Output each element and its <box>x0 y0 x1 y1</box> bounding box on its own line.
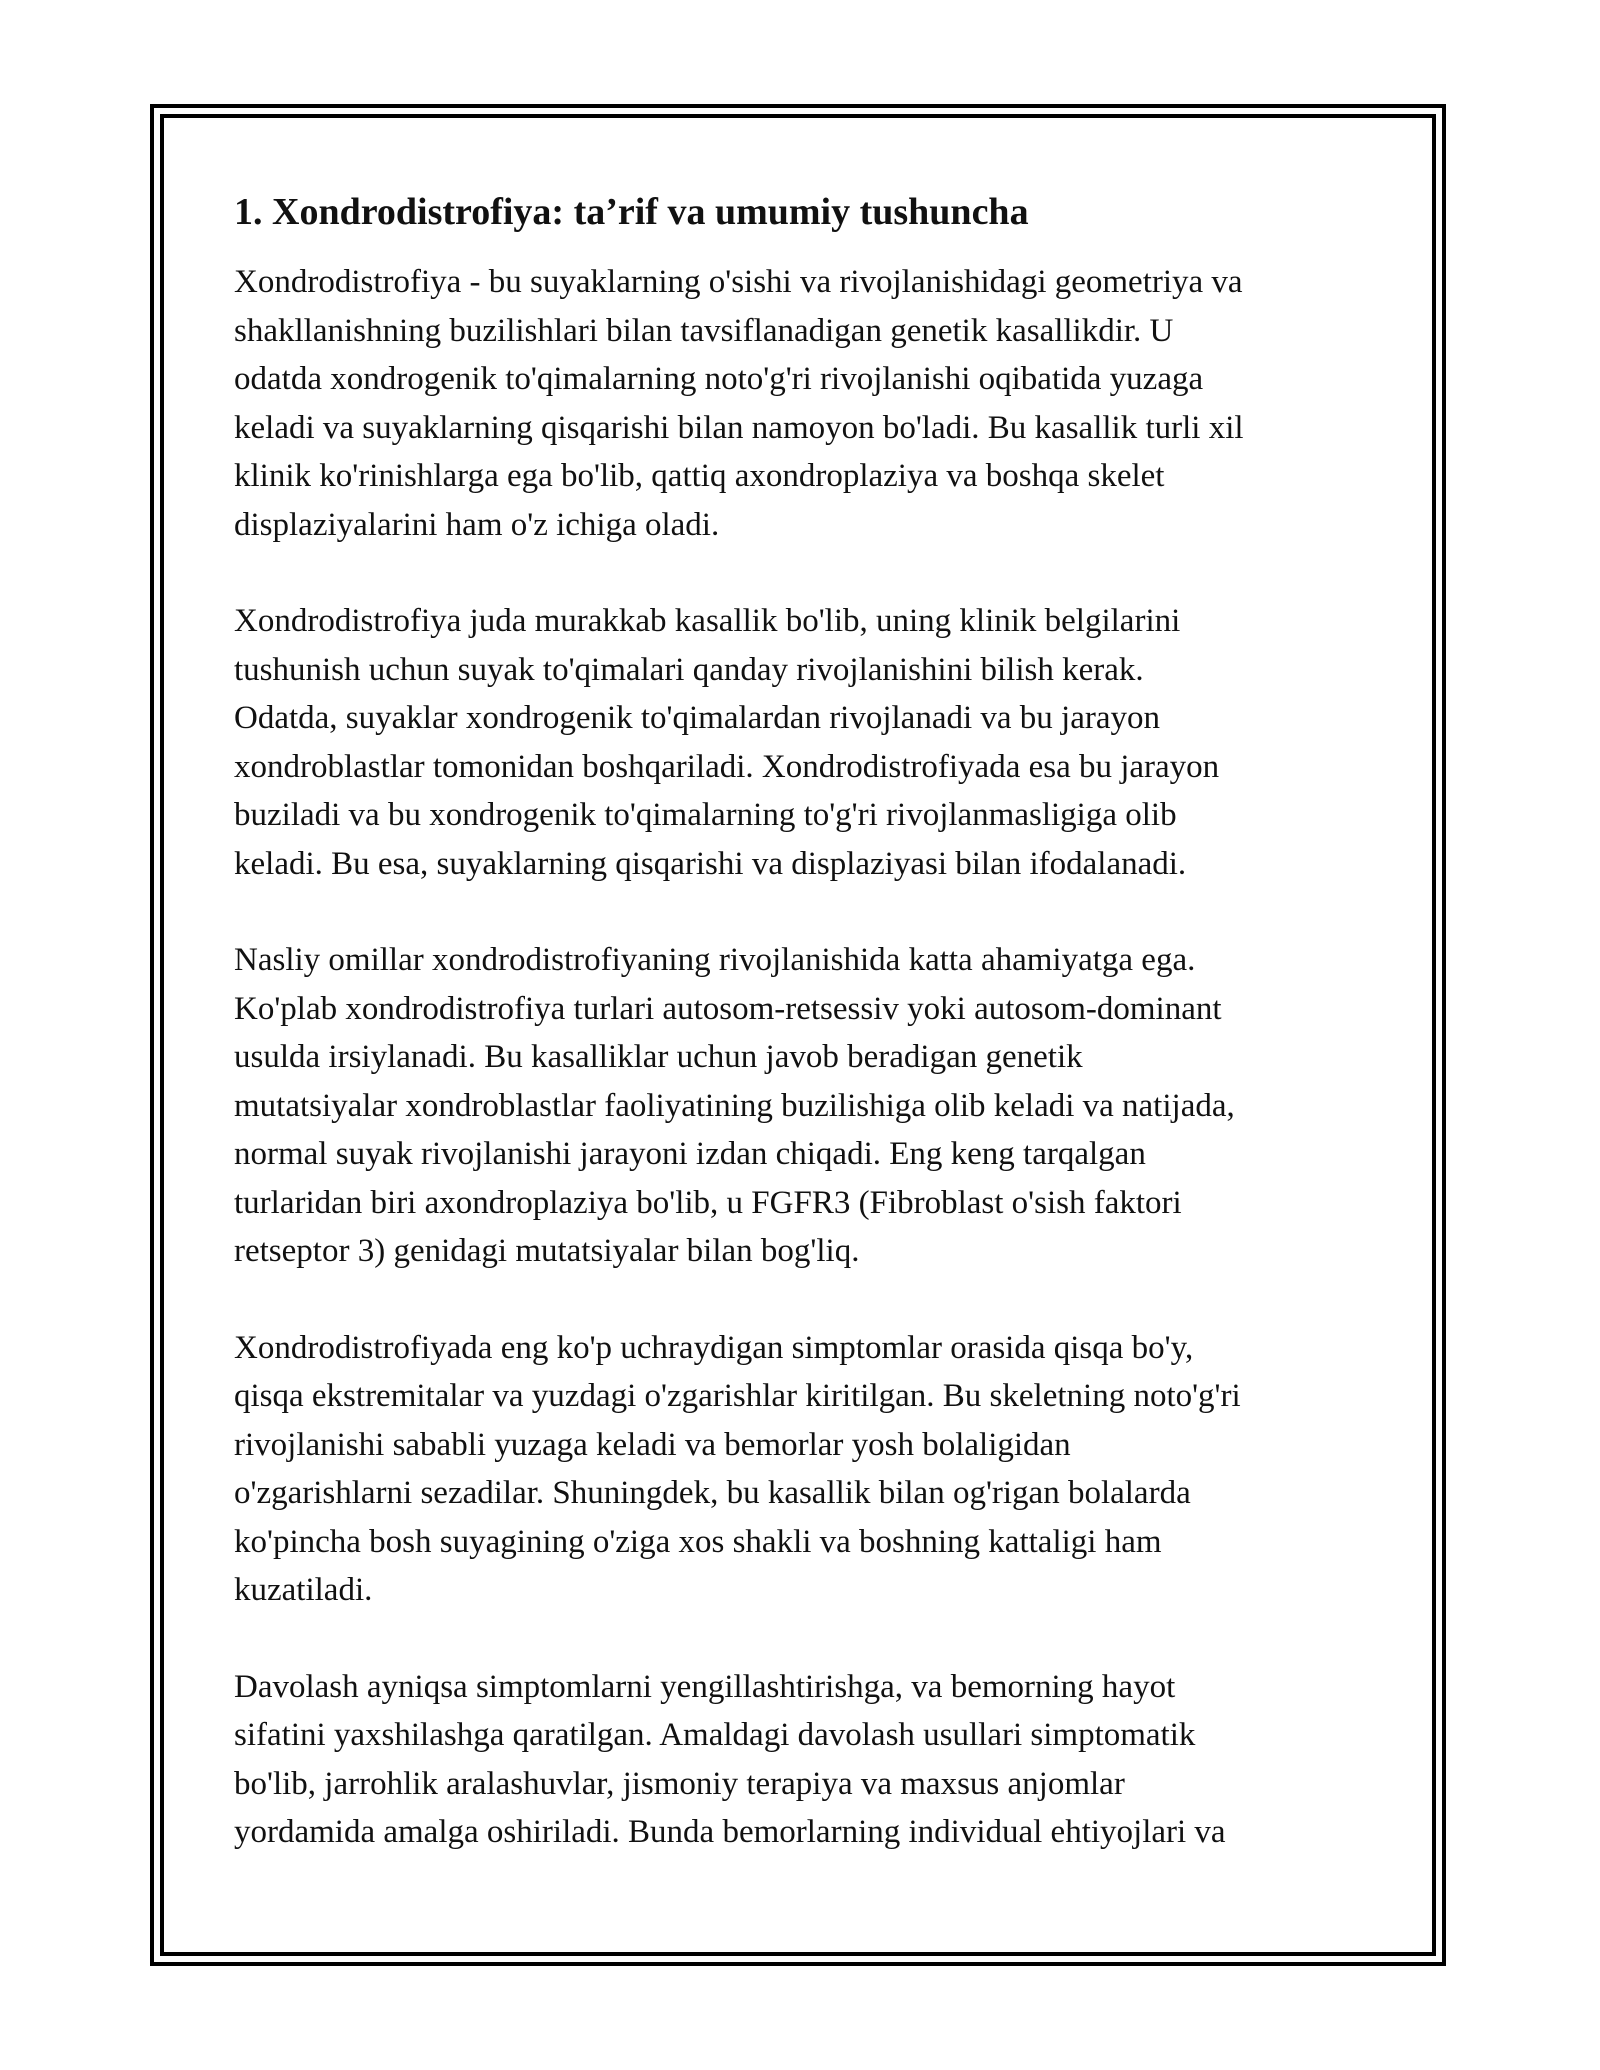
text-line: klinik ko'rinishlarga ega bo'lib, qattiq axondroplaziya va boshqa skelet <box>234 458 1165 494</box>
text-line: rivojlanishi sababli yuzaga keladi va bemorlar yosh bolaligidan <box>234 1426 1071 1463</box>
text-line: qisqa ekstremitalar va yuzdagi o'zgarishlar kiritilgan. Bu skeletning noto'g'ri <box>234 1378 1241 1414</box>
text-line: Xondrodistrofiyada eng ko'p uchraydigan simptomlar orasida qisqa bo'y, <box>234 1329 1194 1366</box>
section-heading: 1. Xondrodistrofiya: ta’rif va umumiy tushuncha <box>234 191 1029 233</box>
text-line: retseptor 3) genidagi mutatsiyalar bilan bog'liq. <box>234 1233 860 1269</box>
text-line: shakllanishning buzilishlari bilan tavsiflanadigan genetik kasallikdir. U <box>234 312 1174 349</box>
text-line: o'zgarishlarni sezadilar. Shuningdek, bu kasallik bilan og'rigan bolalarda <box>234 1475 1191 1511</box>
text-line: bo'lib, jarrohlik aralashuvlar, jismoniy terapiya va maxsus anjomlar <box>234 1765 1125 1802</box>
text-line: kuzatiladi. <box>234 1572 373 1608</box>
text-line: normal suyak rivojlanishi jarayoni izdan chiqadi. Eng keng tarqalgan <box>234 1136 1146 1172</box>
text-line: mutatsiyalar xondroblastlar faoliyatining buzilishiga olib keladi va natijada, <box>234 1087 1235 1124</box>
text-line: turlaridan biri axondroplaziya bo'lib, u FGFR3 (Fibroblast o'sish faktori <box>234 1184 1182 1221</box>
paragraph-3 <box>234 936 1384 1276</box>
text-line: Xondrodistrofiya juda murakkab kasallik bo'lib, uning klinik belgilarini <box>234 603 1181 639</box>
text-line: sifatini yaxshilashga qaratilgan. Amaldagi davolash usullari simptomatik <box>234 1717 1196 1753</box>
paragraph-4 <box>234 1324 1384 1615</box>
text-line: displaziyalarini ham o'z ichiga oladi. <box>234 506 720 543</box>
text-line: odatda xondrogenik to'qimalarning noto'g'ri rivojlanishi oqibatida yuzaga <box>234 361 1204 397</box>
paragraph-1 <box>234 258 1384 549</box>
text-line: xondroblastlar tomonidan boshqariladi. Xondrodistrofiyada esa bu jarayon <box>234 748 1220 785</box>
text-line: ko'pincha bosh suyagining o'ziga xos shakli va boshning kattaligi ham <box>234 1523 1162 1560</box>
text-line: buziladi va bu xondrogenik to'qimalarning to'g'ri rivojlanmasligiga olib <box>234 797 1177 833</box>
text-line: Davolash ayniqsa simptomlarni yengillashtirishga, va bemorning hayot <box>234 1668 1176 1705</box>
document-body <box>234 186 1384 1905</box>
paragraph-5 <box>234 1663 1384 1857</box>
text-line: tushunish uchun suyak to'qimalari qanday rivojlanishini bilish kerak. <box>234 651 1144 688</box>
text-line: keladi. Bu esa, suyaklarning qisqarishi va displaziyasi bilan ifodalanadi. <box>234 845 1187 882</box>
text-line: yordamida amalga oshiriladi. Bunda bemorlarning individual ehtiyojlari va <box>234 1814 1226 1850</box>
text-line: keladi va suyaklarning qisqarishi bilan namoyon bo'ladi. Bu kasallik turli xil <box>234 409 1244 446</box>
paragraph-2 <box>234 597 1384 888</box>
text-line: Ko'plab xondrodistrofiya turlari autosom-retsessiv yoki autosom-dominant <box>234 990 1222 1027</box>
text-line: Xondrodistrofiya - bu suyaklarning o'sishi va rivojlanishidagi geometriya va <box>234 264 1243 300</box>
text-line: usulda irsiylanadi. Bu kasalliklar uchun javob beradigan genetik <box>234 1039 1083 1075</box>
text-line: Nasliy omillar xondrodistrofiyaning rivojlanishida katta ahamiyatga ega. <box>234 942 1196 978</box>
text-line: Odatda, suyaklar xondrogenik to'qimalardan rivojlanadi va bu jarayon <box>234 700 1160 736</box>
